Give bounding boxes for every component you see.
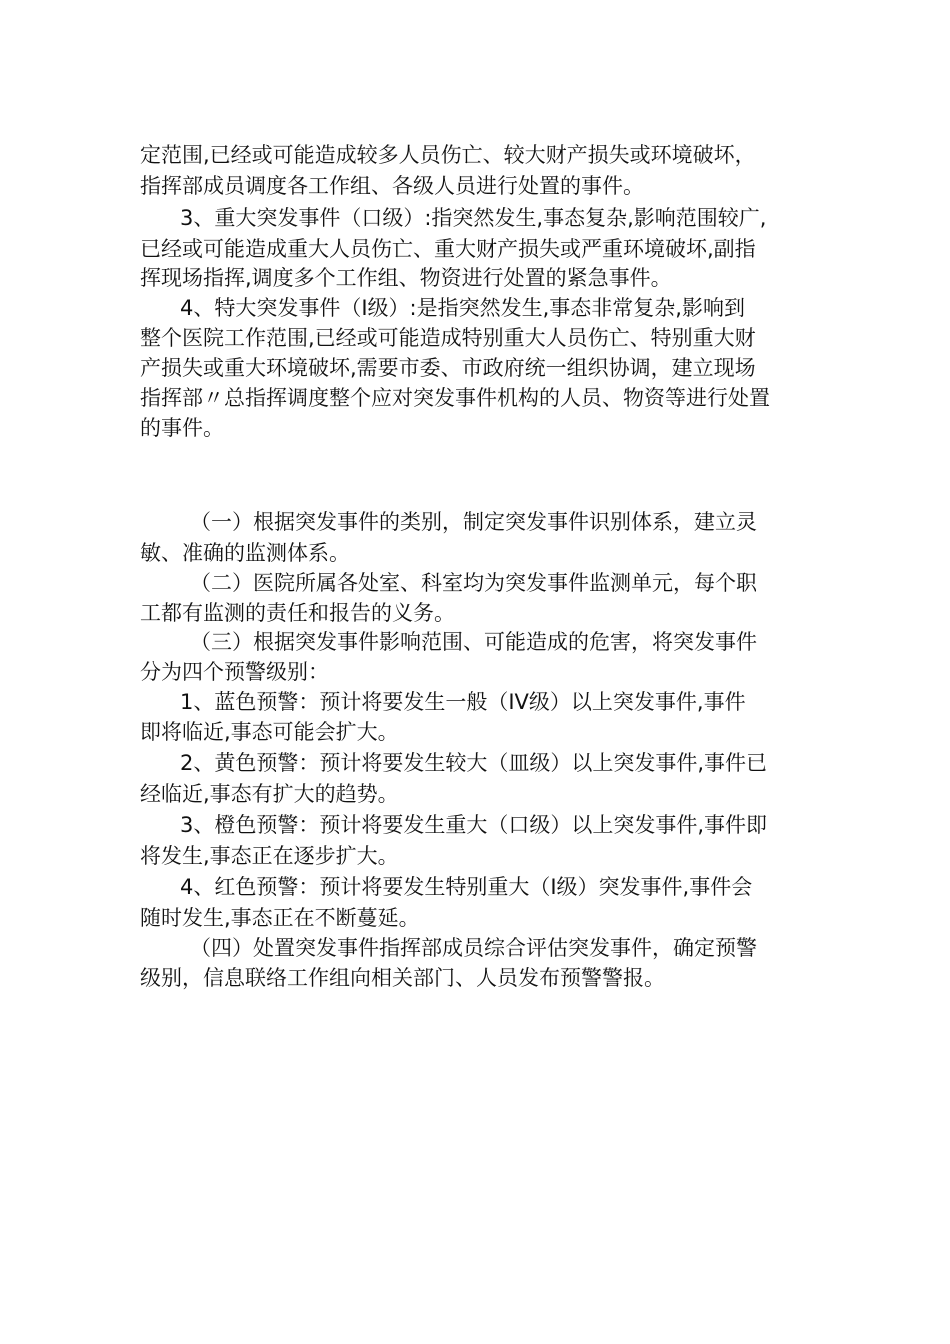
text-line: 4、红色预警：预计将要发生特别重大（I级）突发事件,事件会: [180, 875, 753, 899]
text-line: （二）医院所属各处室、科室均为突发事件监测单元，每个职: [190, 571, 757, 595]
text-line: 敏、准确的监测体系。: [140, 541, 350, 565]
text-line: 已经或可能造成重大人员伤亡、重大财产损失或严重环境破坏,副指: [140, 237, 756, 261]
text-line: （四）处置突发事件指挥部成员综合评估突发事件，确定预警: [190, 936, 757, 960]
text-line: 随时发生,事态正在不断蔓延。: [140, 906, 420, 930]
text-line: 将发生,事态正在逐步扩大。: [140, 844, 399, 868]
text-line: 指挥部〃总指挥调度整个应对突发事件机构的人员、物资等进行处置: [140, 386, 770, 410]
text-line: 3、重大突发事件（口级）:指突然发生,事态复杂,影响范围较广,: [180, 206, 767, 230]
text-line: （一）根据突发事件的类别，制定突发事件识别体系，建立灵: [190, 510, 757, 534]
text-line: 的事件。: [140, 416, 224, 440]
text-line: （三）根据突发事件影响范围、可能造成的危害，将突发事件: [190, 630, 757, 654]
text-line: 4、特大突发事件（I级）:是指突然发生,事态非常复杂,影响到: [180, 296, 745, 320]
text-line: 产损失或重大环境破坏,需要市委、市政府统一组织协调，建立现场: [140, 356, 756, 380]
text-line: 定范围,已经或可能造成较多人员伤亡、较大财产损失或环境破坏，: [140, 143, 756, 167]
text-line: 3、橙色预警：预计将要发生重大（口级）以上突发事件,事件即: [180, 813, 768, 837]
text-line: 整个医院工作范围,已经或可能造成特别重大人员伤亡、特别重大财: [140, 326, 756, 350]
text-line: 分为四个预警级别：: [140, 660, 329, 684]
text-line: 指挥部成员调度各工作组、各级人员进行处置的事件。: [140, 174, 644, 198]
text-line: 即将临近,事态可能会扩大。: [140, 720, 399, 744]
text-line: 1、蓝色预警：预计将要发生一般（IV级）以上突发事件,事件: [180, 690, 746, 714]
text-line: 经临近,事态有扩大的趋势。: [140, 782, 399, 806]
text-line: 级别，信息联络工作组向相关部门、人员发布预警警报。: [140, 966, 665, 990]
text-line: 工都有监测的责任和报告的义务。: [140, 601, 455, 625]
text-line: 挥现场指挥,调度多个工作组、物资进行处置的紧急事件。: [140, 266, 672, 290]
text-line: 2、黄色预警：预计将要发生较大（皿级）以上突发事件,事件已: [180, 751, 768, 775]
